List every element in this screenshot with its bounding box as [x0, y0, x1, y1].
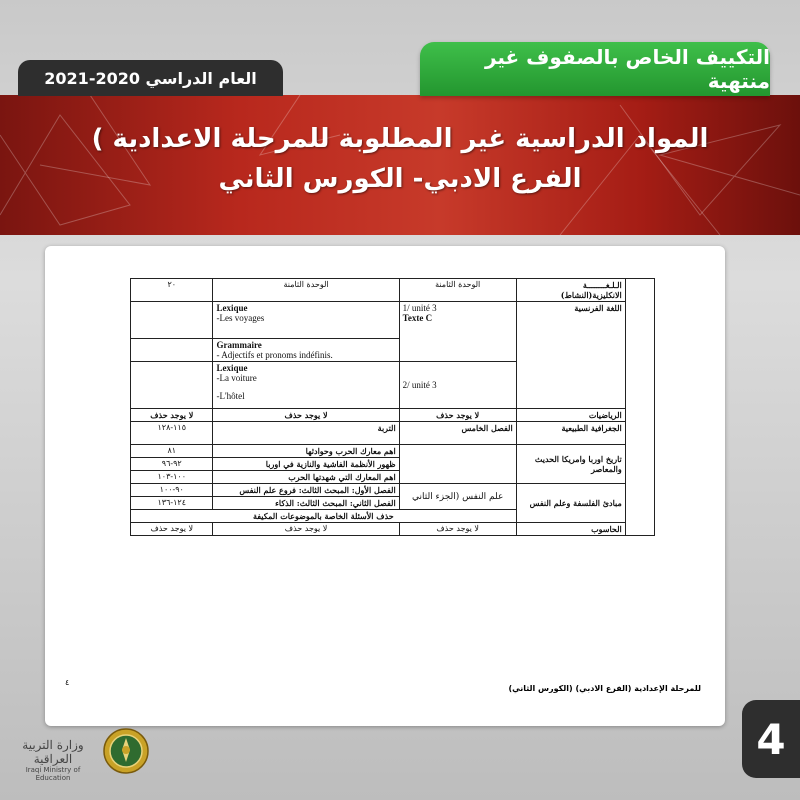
pages-cell: ٩٠-١٠٠ [131, 484, 213, 497]
unit-cell: 2/ unité 3 [399, 362, 516, 409]
pages-cell: ٨١ [131, 445, 213, 458]
subject-cell: مبادئ الفلسفة وعلم النفس [516, 484, 625, 523]
topic-cell: الفصل الثاني: المبحث الثالث: الذكاء [213, 497, 399, 510]
paper-footer: للمرحلة الإعدادية (الفرع الادبي) (الكورس الثاني) [508, 684, 701, 693]
topic-cell: اهم معارك الحرب وحوادثها [213, 445, 399, 458]
table-row [131, 445, 655, 458]
status-cell: لا يوجد حذف [213, 409, 399, 422]
topic-cell: اهم المعارك التي شهدتها الحرب [213, 471, 399, 484]
chapter-cell: الفصل الخامس [399, 422, 516, 445]
grammaire-item: - Adjectifs et pronoms indéfinis. [216, 350, 333, 360]
lexique-item: -Les voyages [216, 313, 265, 323]
table-row [131, 523, 655, 536]
pages-cell: ٢٠ [131, 279, 213, 302]
content-cell [213, 302, 399, 339]
ministry-name-english: Iraqi Ministry of Education [25, 766, 81, 782]
pages-cell: ١٠٠-١٠٣ [131, 471, 213, 484]
lexique-title: Lexique [216, 363, 248, 373]
table-row [131, 422, 655, 445]
pages-cell: ٩٢-٩٦ [131, 458, 213, 471]
document-page [45, 246, 725, 726]
text-label: Texte C [402, 313, 433, 323]
status-cell: لا يوجد حذف [131, 409, 213, 422]
slide-number: 4 [742, 700, 800, 778]
page-title: المواد الدراسية غير المطلوبة للمرحلة الاعدادية ) [91, 124, 709, 154]
content-cell [213, 362, 399, 409]
pages-cell: ١٢٤-١٣٦ [131, 497, 213, 510]
status-cell: لا يوجد حذف [131, 523, 213, 536]
status-cell: لا يوجد حذف [399, 409, 516, 422]
status-cell: لا يوجد حذف [399, 523, 516, 536]
note-cell: حذف الأسئلة الخاصة بالموضوعات المكيفة [131, 510, 517, 523]
pages-cell [131, 302, 213, 339]
paper-page-number: ٤ [65, 678, 70, 687]
subject-cell: الحاسوب [516, 523, 625, 536]
ministry-emblem-icon [103, 728, 149, 774]
page-subtitle: الفرع الادبي- الكورس الثاني [218, 164, 582, 194]
deleted-subjects-table [130, 278, 655, 536]
academic-year-tab: العام الدراسي 2020-2021 [18, 60, 283, 96]
unit-cell: الوحدة الثامنة [399, 279, 516, 302]
subject-cell: الـلـغــــــــة الانكليزية(النشاط) [516, 279, 625, 302]
subject-cell: الرياضيات [516, 409, 625, 422]
subject-cell: اللغة الفرنسية [516, 302, 625, 409]
right-margin-cell [625, 279, 654, 536]
subject-cell: الجغرافية الطبيعية [516, 422, 625, 445]
subject-cell: تاريخ اوربا وامريكا الحديث والمعاصر [516, 445, 625, 484]
header-green-tab: التكييف الخاص بالصفوف غير منتهية [420, 42, 770, 96]
pages-cell [131, 362, 213, 409]
grammaire-title: Grammaire [216, 340, 262, 350]
table-row [131, 484, 655, 497]
unit-cell: الوحدة الثامنة [213, 279, 399, 302]
lexique-item: -L'hôtel [216, 391, 245, 401]
content-cell [213, 339, 399, 362]
unit-label: 1/ unité 3 [402, 303, 437, 313]
topic-cell: التربة [213, 422, 399, 445]
chapter-cell [399, 445, 516, 484]
pages-cell: ١١٥-١٢٨ [131, 422, 213, 445]
pages-cell [131, 339, 213, 362]
ministry-name-arabic: وزارة التربية العراقية [22, 738, 84, 766]
lexique-item: -La voiture [216, 373, 257, 383]
lexique-title: Lexique [216, 303, 248, 313]
table-row [131, 409, 655, 422]
status-cell: لا يوجد حذف [213, 523, 399, 536]
topic-cell: ظهور الأنظمة الفاشية والنازية في اوربا [213, 458, 399, 471]
table-row [131, 279, 655, 302]
topic-cell: الفصل الأول: المبحث الثالث: فروع علم النفس [213, 484, 399, 497]
table-row [131, 302, 655, 339]
unit-cell [399, 302, 516, 362]
part-cell: علم النفس (الجزء الثاني [399, 484, 516, 510]
